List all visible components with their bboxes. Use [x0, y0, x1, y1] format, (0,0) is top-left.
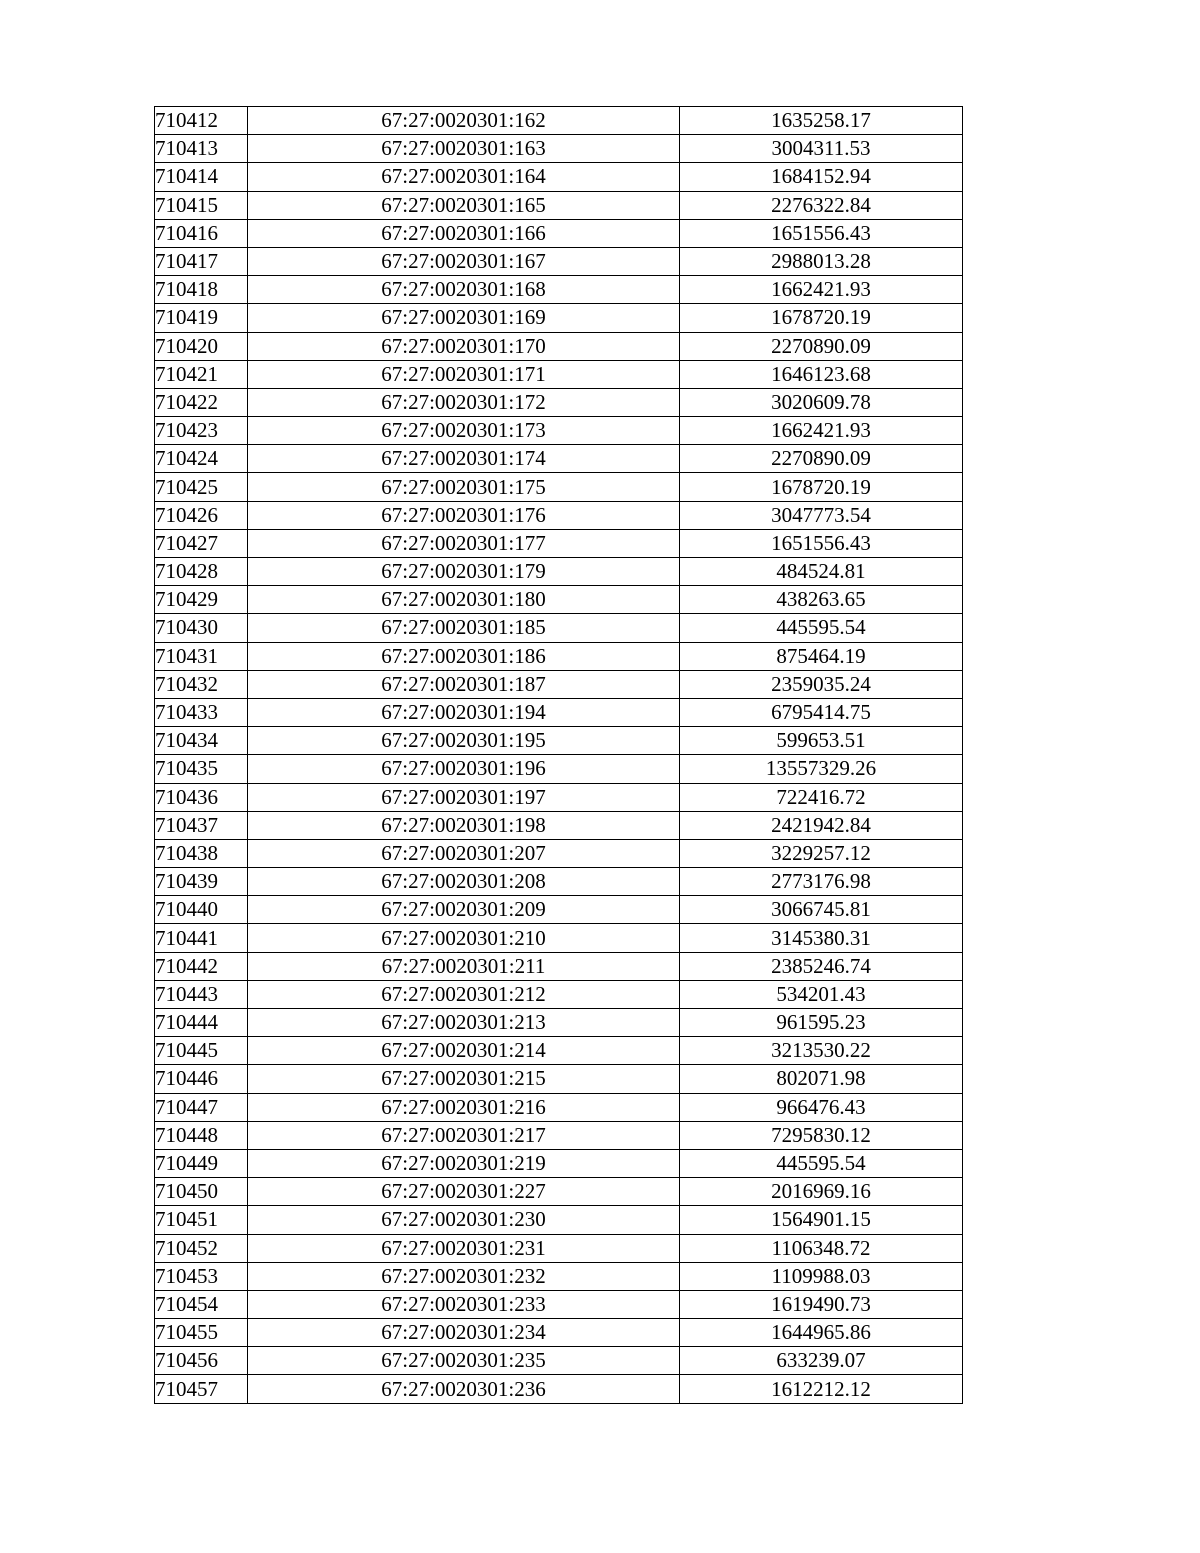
row-number-cell: 710445: [155, 1037, 248, 1065]
row-number-cell: 710413: [155, 135, 248, 163]
cadastral-value-cell: 2385246.74: [680, 952, 963, 980]
table-row: [155, 642, 963, 670]
cadastral-value-cell: 2276322.84: [680, 191, 963, 219]
cadastral-number-cell: 67:27:0020301:216: [248, 1093, 680, 1121]
cadastral-number-cell: 67:27:0020301:198: [248, 811, 680, 839]
cadastral-value-cell: 633239.07: [680, 1347, 963, 1375]
cadastral-number-cell: 67:27:0020301:185: [248, 614, 680, 642]
row-number-cell: 710418: [155, 276, 248, 304]
row-number-cell: 710441: [155, 924, 248, 952]
cadastral-value-table: [154, 106, 963, 1404]
row-number-cell: 710450: [155, 1178, 248, 1206]
row-number-cell: 710433: [155, 698, 248, 726]
cadastral-number-cell: 67:27:0020301:214: [248, 1037, 680, 1065]
table-row: [155, 1178, 963, 1206]
cadastral-number-cell: 67:27:0020301:166: [248, 219, 680, 247]
cadastral-value-cell: 2016969.16: [680, 1178, 963, 1206]
cadastral-value-cell: 966476.43: [680, 1093, 963, 1121]
cadastral-number-cell: 67:27:0020301:175: [248, 473, 680, 501]
cadastral-value-cell: 1635258.17: [680, 107, 963, 135]
cadastral-number-cell: 67:27:0020301:180: [248, 586, 680, 614]
cadastral-value-cell: 1612212.12: [680, 1375, 963, 1403]
row-number-cell: 710434: [155, 727, 248, 755]
row-number-cell: 710432: [155, 670, 248, 698]
row-number-cell: 710451: [155, 1206, 248, 1234]
row-number-cell: 710436: [155, 783, 248, 811]
cadastral-value-cell: 484524.81: [680, 558, 963, 586]
table-row: [155, 1065, 963, 1093]
row-number-cell: 710453: [155, 1262, 248, 1290]
row-number-cell: 710415: [155, 191, 248, 219]
cadastral-value-cell: 2421942.84: [680, 811, 963, 839]
cadastral-number-cell: 67:27:0020301:195: [248, 727, 680, 755]
cadastral-number-cell: 67:27:0020301:163: [248, 135, 680, 163]
cadastral-value-cell: 875464.19: [680, 642, 963, 670]
cadastral-value-cell: 6795414.75: [680, 698, 963, 726]
table-row: [155, 868, 963, 896]
row-number-cell: 710437: [155, 811, 248, 839]
cadastral-value-cell: 1678720.19: [680, 304, 963, 332]
cadastral-value-cell: 1678720.19: [680, 473, 963, 501]
cadastral-value-cell: 2988013.28: [680, 247, 963, 275]
row-number-cell: 710426: [155, 501, 248, 529]
cadastral-value-cell: 438263.65: [680, 586, 963, 614]
table-row: [155, 219, 963, 247]
cadastral-number-cell: 67:27:0020301:168: [248, 276, 680, 304]
table-row: [155, 1149, 963, 1177]
table-row: [155, 473, 963, 501]
table-row: [155, 980, 963, 1008]
cadastral-value-cell: 534201.43: [680, 980, 963, 1008]
cadastral-number-cell: 67:27:0020301:212: [248, 980, 680, 1008]
cadastral-value-cell: 1646123.68: [680, 360, 963, 388]
cadastral-number-cell: 67:27:0020301:173: [248, 417, 680, 445]
cadastral-value-cell: 3229257.12: [680, 839, 963, 867]
table-row: [155, 529, 963, 557]
cadastral-value-cell: 13557329.26: [680, 755, 963, 783]
row-number-cell: 710414: [155, 163, 248, 191]
cadastral-number-cell: 67:27:0020301:211: [248, 952, 680, 980]
table-row: [155, 107, 963, 135]
cadastral-value-cell: 1684152.94: [680, 163, 963, 191]
table-row: [155, 1375, 963, 1403]
table-row: [155, 811, 963, 839]
row-number-cell: 710446: [155, 1065, 248, 1093]
table-row: [155, 1290, 963, 1318]
table-row: [155, 276, 963, 304]
row-number-cell: 710444: [155, 1009, 248, 1037]
table-row: [155, 1037, 963, 1065]
cadastral-number-cell: 67:27:0020301:236: [248, 1375, 680, 1403]
cadastral-value-cell: 7295830.12: [680, 1121, 963, 1149]
table-row: [155, 417, 963, 445]
cadastral-value-cell: 1564901.15: [680, 1206, 963, 1234]
row-number-cell: 710431: [155, 642, 248, 670]
cadastral-number-cell: 67:27:0020301:207: [248, 839, 680, 867]
cadastral-value-cell: 445595.54: [680, 614, 963, 642]
table-row: [155, 1234, 963, 1262]
table-row: [155, 783, 963, 811]
table-row: [155, 698, 963, 726]
table-row: [155, 755, 963, 783]
row-number-cell: 710428: [155, 558, 248, 586]
cadastral-number-cell: 67:27:0020301:165: [248, 191, 680, 219]
row-number-cell: 710454: [155, 1290, 248, 1318]
row-number-cell: 710421: [155, 360, 248, 388]
table-row: [155, 332, 963, 360]
cadastral-value-cell: 599653.51: [680, 727, 963, 755]
cadastral-number-cell: 67:27:0020301:172: [248, 388, 680, 416]
row-number-cell: 710425: [155, 473, 248, 501]
cadastral-number-cell: 67:27:0020301:167: [248, 247, 680, 275]
cadastral-number-cell: 67:27:0020301:233: [248, 1290, 680, 1318]
cadastral-value-cell: 3066745.81: [680, 896, 963, 924]
row-number-cell: 710452: [155, 1234, 248, 1262]
table-row: [155, 388, 963, 416]
cadastral-value-cell: 3145380.31: [680, 924, 963, 952]
row-number-cell: 710423: [155, 417, 248, 445]
row-number-cell: 710412: [155, 107, 248, 135]
cadastral-value-cell: 722416.72: [680, 783, 963, 811]
cadastral-number-cell: 67:27:0020301:217: [248, 1121, 680, 1149]
row-number-cell: 710447: [155, 1093, 248, 1121]
cadastral-number-cell: 67:27:0020301:171: [248, 360, 680, 388]
row-number-cell: 710420: [155, 332, 248, 360]
cadastral-value-cell: 2773176.98: [680, 868, 963, 896]
row-number-cell: 710427: [155, 529, 248, 557]
cadastral-value-cell: 1644965.86: [680, 1319, 963, 1347]
table-row: [155, 558, 963, 586]
cadastral-number-cell: 67:27:0020301:169: [248, 304, 680, 332]
table-row: [155, 360, 963, 388]
table-row: [155, 586, 963, 614]
cadastral-number-cell: 67:27:0020301:187: [248, 670, 680, 698]
table-row: [155, 924, 963, 952]
cadastral-value-cell: 1651556.43: [680, 529, 963, 557]
cadastral-number-cell: 67:27:0020301:209: [248, 896, 680, 924]
row-number-cell: 710448: [155, 1121, 248, 1149]
table-row: [155, 1121, 963, 1149]
cadastral-number-cell: 67:27:0020301:197: [248, 783, 680, 811]
cadastral-number-cell: 67:27:0020301:232: [248, 1262, 680, 1290]
table-row: [155, 896, 963, 924]
table-row: [155, 952, 963, 980]
table-body: [155, 107, 963, 1404]
cadastral-value-cell: 1651556.43: [680, 219, 963, 247]
cadastral-number-cell: 67:27:0020301:186: [248, 642, 680, 670]
cadastral-value-cell: 1662421.93: [680, 276, 963, 304]
cadastral-number-cell: 67:27:0020301:170: [248, 332, 680, 360]
cadastral-value-cell: 1109988.03: [680, 1262, 963, 1290]
cadastral-number-cell: 67:27:0020301:164: [248, 163, 680, 191]
row-number-cell: 710419: [155, 304, 248, 332]
cadastral-number-cell: 67:27:0020301:234: [248, 1319, 680, 1347]
row-number-cell: 710442: [155, 952, 248, 980]
cadastral-value-cell: 3047773.54: [680, 501, 963, 529]
cadastral-value-cell: 2359035.24: [680, 670, 963, 698]
row-number-cell: 710456: [155, 1347, 248, 1375]
table-row: [155, 135, 963, 163]
cadastral-number-cell: 67:27:0020301:176: [248, 501, 680, 529]
row-number-cell: 710430: [155, 614, 248, 642]
cadastral-value-cell: 802071.98: [680, 1065, 963, 1093]
table-row: [155, 670, 963, 698]
table-row: [155, 727, 963, 755]
cadastral-value-cell: 961595.23: [680, 1009, 963, 1037]
cadastral-number-cell: 67:27:0020301:174: [248, 445, 680, 473]
row-number-cell: 710435: [155, 755, 248, 783]
row-number-cell: 710422: [155, 388, 248, 416]
table-row: [155, 501, 963, 529]
cadastral-number-cell: 67:27:0020301:230: [248, 1206, 680, 1234]
cadastral-value-cell: 3213530.22: [680, 1037, 963, 1065]
table-row: [155, 1319, 963, 1347]
row-number-cell: 710457: [155, 1375, 248, 1403]
cadastral-number-cell: 67:27:0020301:231: [248, 1234, 680, 1262]
row-number-cell: 710438: [155, 839, 248, 867]
cadastral-number-cell: 67:27:0020301:162: [248, 107, 680, 135]
row-number-cell: 710417: [155, 247, 248, 275]
cadastral-number-cell: 67:27:0020301:213: [248, 1009, 680, 1037]
table-row: [155, 445, 963, 473]
table-row: [155, 1347, 963, 1375]
cadastral-value-cell: 3004311.53: [680, 135, 963, 163]
table-row: [155, 247, 963, 275]
cadastral-value-cell: 1619490.73: [680, 1290, 963, 1318]
cadastral-number-cell: 67:27:0020301:208: [248, 868, 680, 896]
cadastral-value-cell: 445595.54: [680, 1149, 963, 1177]
cadastral-value-cell: 1662421.93: [680, 417, 963, 445]
row-number-cell: 710439: [155, 868, 248, 896]
row-number-cell: 710429: [155, 586, 248, 614]
cadastral-value-cell: 1106348.72: [680, 1234, 963, 1262]
table-row: [155, 1262, 963, 1290]
cadastral-number-cell: 67:27:0020301:227: [248, 1178, 680, 1206]
table-row: [155, 1206, 963, 1234]
cadastral-number-cell: 67:27:0020301:196: [248, 755, 680, 783]
cadastral-number-cell: 67:27:0020301:210: [248, 924, 680, 952]
table-row: [155, 304, 963, 332]
table-row: [155, 1009, 963, 1037]
row-number-cell: 710443: [155, 980, 248, 1008]
table-row: [155, 1093, 963, 1121]
cadastral-number-cell: 67:27:0020301:177: [248, 529, 680, 557]
cadastral-number-cell: 67:27:0020301:194: [248, 698, 680, 726]
row-number-cell: 710416: [155, 219, 248, 247]
table-row: [155, 839, 963, 867]
row-number-cell: 710455: [155, 1319, 248, 1347]
cadastral-number-cell: 67:27:0020301:179: [248, 558, 680, 586]
cadastral-value-cell: 3020609.78: [680, 388, 963, 416]
row-number-cell: 710440: [155, 896, 248, 924]
cadastral-number-cell: 67:27:0020301:235: [248, 1347, 680, 1375]
cadastral-number-cell: 67:27:0020301:219: [248, 1149, 680, 1177]
row-number-cell: 710449: [155, 1149, 248, 1177]
table-row: [155, 614, 963, 642]
row-number-cell: 710424: [155, 445, 248, 473]
cadastral-value-cell: 2270890.09: [680, 332, 963, 360]
table-row: [155, 191, 963, 219]
cadastral-value-cell: 2270890.09: [680, 445, 963, 473]
cadastral-number-cell: 67:27:0020301:215: [248, 1065, 680, 1093]
table-row: [155, 163, 963, 191]
